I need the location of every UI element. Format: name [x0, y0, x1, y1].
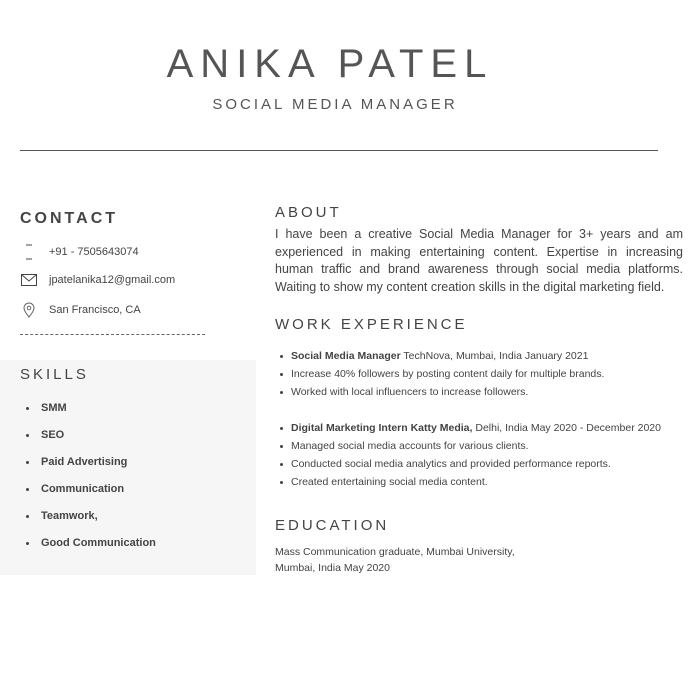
phone-text: +91 - 7505643074 [49, 246, 139, 258]
contact-email [20, 272, 175, 288]
education-heading: EDUCATION [275, 517, 390, 534]
job-details: Delhi, India May 2020 - December 2020 [472, 422, 661, 434]
contact-location [20, 302, 141, 318]
about-text: I have been a creative Social Media Manager for 3+ years and am experienced in making entertaining content. Expertise in increasing human traffic and brand awareness through social media platforms. Waiting to show my content creation skills in the digital marketing field. [275, 227, 683, 294]
skill-label: Good Communication [41, 537, 156, 549]
education-text [275, 544, 575, 576]
list-item [20, 533, 156, 560]
job-header [280, 419, 661, 437]
skills-heading: SKILLS [20, 366, 89, 383]
list-item [280, 473, 661, 491]
about-heading: ABOUT [275, 204, 342, 221]
contact-phone [20, 244, 139, 260]
skills-list [20, 398, 156, 560]
skill-label: Communication [41, 483, 125, 495]
skill-label: Teamwork, [41, 510, 98, 522]
work-experience-heading: WORK EXPERIENCE [275, 316, 468, 333]
header-divider [20, 150, 658, 151]
mail-icon [20, 272, 38, 288]
list-item [20, 479, 156, 506]
job-details: TechNova, Mumbai, India January 2021 [400, 350, 589, 362]
resume-name: ANIKA PATEL [166, 42, 494, 86]
job-bullet: Conducted social media analytics and provided performance reports. [291, 458, 611, 470]
contact-heading: CONTACT [20, 210, 119, 227]
job-bullet: Increase 40% followers by posting content daily for multiple brands. [291, 368, 605, 380]
phone-icon [20, 244, 38, 260]
list-item [20, 506, 156, 533]
location-text: San Francisco, CA [49, 304, 141, 316]
resume-title: SOCIAL MEDIA MANAGER [212, 96, 458, 113]
job-1 [280, 347, 604, 401]
location-pin-icon [20, 302, 38, 318]
list-item [280, 437, 661, 455]
email-text: jpatelanika12@gmail.com [49, 274, 176, 286]
list-item [20, 398, 156, 425]
job-bullet: Worked with local influencers to increase followers. [291, 386, 529, 398]
list-item [20, 425, 156, 452]
skill-label: SMM [41, 402, 67, 414]
list-item [280, 455, 661, 473]
list-item [280, 383, 604, 401]
contact-divider [20, 334, 205, 335]
job-bullet: Created entertaining social media content. [291, 476, 488, 488]
skill-label: Paid Advertising [41, 456, 128, 468]
job-bullet: Managed social media accounts for various clients. [291, 440, 529, 452]
education-line: Mumbai, India May 2020 [275, 562, 390, 574]
job-header [280, 347, 604, 365]
education-line: Mass Communication graduate, Mumbai University, [275, 546, 515, 558]
job-role: Digital Marketing Intern Katty Media, [291, 422, 473, 434]
job-role: Social Media Manager [291, 350, 401, 362]
list-item [20, 452, 156, 479]
skill-label: SEO [41, 429, 65, 441]
job-2 [280, 419, 661, 491]
list-item [280, 365, 604, 383]
